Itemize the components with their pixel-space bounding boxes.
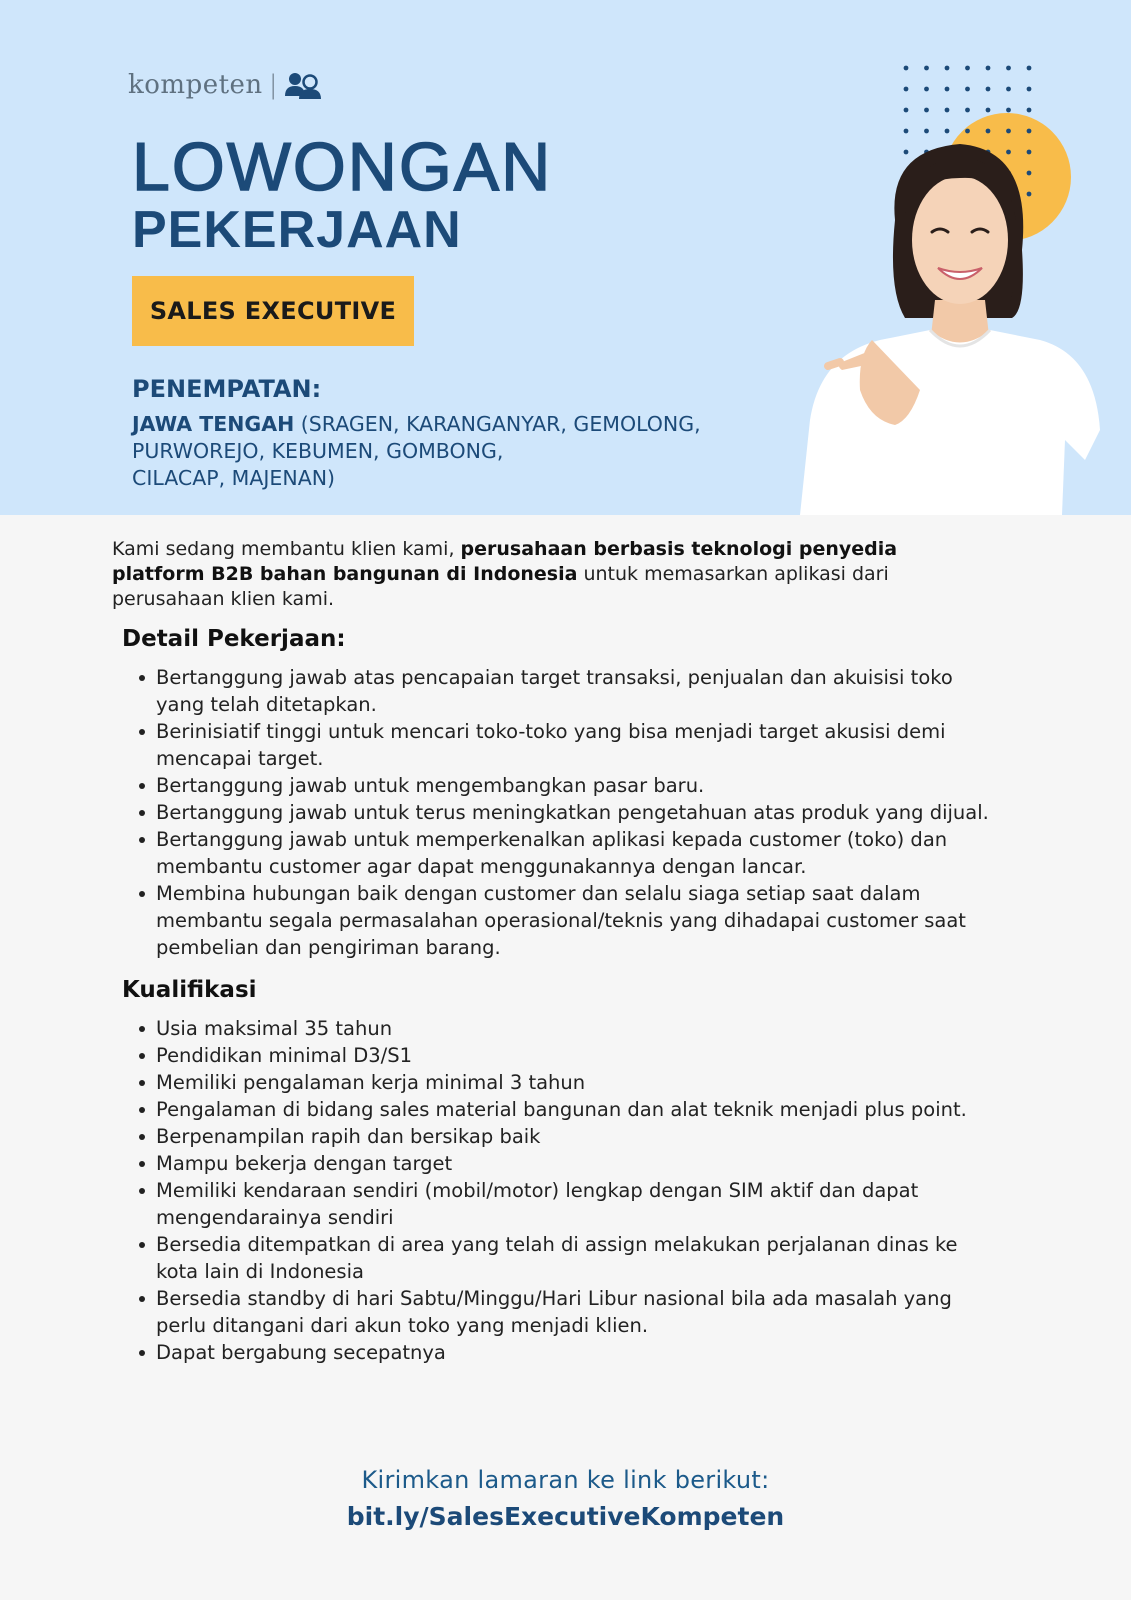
decorative-dot (924, 87, 929, 92)
decorative-dot (1006, 129, 1011, 134)
placement-cities-line3: CILACAP, MAJENAN) (132, 466, 336, 490)
application-link[interactable]: bit.ly/SalesExecutiveKompeten (346, 1502, 785, 1531)
qualifications-heading: Kualifikasi (122, 977, 257, 1003)
decorative-dot (904, 66, 909, 71)
qualification-item: Dapat bergabung secepatnya (136, 1339, 992, 1366)
brand-separator: | (268, 70, 278, 100)
decorative-dot (1027, 129, 1032, 134)
decorative-dot (945, 129, 950, 134)
qualification-item: Memiliki pengalaman kerja minimal 3 tahun (136, 1069, 992, 1096)
qualification-item: Pengalaman di bidang sales material bangunan dan alat teknik menjadi plus point. (136, 1096, 992, 1123)
headline-pekerjaan: PEKERJAAN (132, 201, 462, 259)
job-detail-item: Bertanggung jawab untuk mengembangkan pasar baru. (136, 772, 992, 799)
smiling-woman-photo (800, 140, 1110, 515)
qualification-item: Berpenampilan rapih dan bersikap baik (136, 1123, 992, 1150)
qualification-item: Bersedia ditempatkan di area yang telah di assign melakukan perjalanan dinas ke kota lain di Indonesia (136, 1231, 992, 1285)
job-detail-item: Bertanggung jawab untuk memperkenalkan aplikasi kepada customer (toko) dan membantu customer agar dapat menggunakannya dengan lancar. (136, 826, 992, 880)
decorative-dot (965, 66, 970, 71)
decorative-dot (945, 66, 950, 71)
placement-locations (132, 411, 752, 492)
job-description (112, 537, 992, 1366)
decorative-dot (965, 87, 970, 92)
decorative-dot (904, 87, 909, 92)
decorative-dot (1027, 66, 1032, 71)
qualification-item: Usia maksimal 35 tahun (136, 1015, 992, 1042)
job-details-heading: Detail Pekerjaan: (122, 626, 346, 652)
decorative-dot (924, 129, 929, 134)
decorative-dot (986, 66, 991, 71)
job-details-list (136, 664, 992, 961)
job-detail-item: Bertanggung jawab atas pencapaian target transaksi, penjualan dan akuisisi toko yang telah ditetapkan. (136, 664, 992, 718)
intro-text: Kami sedang membantu klien kami, (112, 538, 461, 560)
decorative-dot (1027, 108, 1032, 113)
job-detail-item: Bertanggung jawab untuk terus meningkatkan pengetahuan atas produk yang dijual. (136, 799, 992, 826)
cta-text: Kirimkan lamaran ke link berikut: (361, 1466, 770, 1494)
intro-text-end: untuk memasarkan aplikasi dari perusahaan klien kami. (112, 563, 889, 610)
intro-company-description: perusahaan berbasis teknologi penyedia platform B2B bahan bangunan di Indonesia (112, 538, 898, 585)
decorative-dot (904, 108, 909, 113)
qualification-item: Memiliki kendaraan sendiri (mobil/motor) lengkap dengan SIM aktif dan dapat mengendarainya sendiri (136, 1177, 992, 1231)
decorative-dot (986, 108, 991, 113)
placement-label: PENEMPATAN: (132, 375, 322, 403)
decorative-dot (904, 129, 909, 134)
decorative-dot (945, 87, 950, 92)
decorative-dot (986, 129, 991, 134)
job-detail-item: Membina hubungan baik dengan customer dan selalu siaga setiap saat dalam membantu segala permasalahan operasional/teknis yang dihadapai customer saat pembelian dan pengiriman barang. (136, 880, 992, 961)
intro-paragraph (112, 537, 992, 612)
qualification-item: Pendidikan minimal D3/S1 (136, 1042, 992, 1069)
headline-lowongan: LOWONGAN (132, 129, 553, 205)
qualifications-list (136, 1015, 992, 1366)
decorative-dot (1006, 108, 1011, 113)
placement-region: JAWA TENGAH (132, 412, 295, 436)
decorative-dot (1027, 87, 1032, 92)
decorative-dot (965, 129, 970, 134)
role-badge: SALES EXECUTIVE (132, 276, 414, 346)
decorative-dot (924, 108, 929, 113)
placement-cities-line2: PURWOREJO, KEBUMEN, GOMBONG, (132, 439, 504, 463)
decorative-dot (965, 108, 970, 113)
people-icon (284, 70, 322, 100)
brand-logo (128, 70, 322, 100)
job-detail-item: Berinisiatif tinggi untuk mencari toko-toko yang bisa menjadi target akusisi demi mencapai target. (136, 718, 992, 772)
qualification-item: Mampu bekerja dengan target (136, 1150, 992, 1177)
hero-banner (0, 0, 1131, 515)
decorative-dot (924, 66, 929, 71)
decorative-dot (1006, 87, 1011, 92)
decorative-dot (945, 108, 950, 113)
decorative-dot (986, 87, 991, 92)
brand-name: kompeten (128, 70, 263, 100)
decorative-dot (1006, 66, 1011, 71)
placement-cities-line1: (SRAGEN, KARANGANYAR, GEMOLONG, (294, 412, 701, 436)
qualification-item: Bersedia standby di hari Sabtu/Minggu/Hari Libur nasional bila ada masalah yang perlu ditangani dari akun toko yang menjadi klien. (136, 1285, 992, 1339)
